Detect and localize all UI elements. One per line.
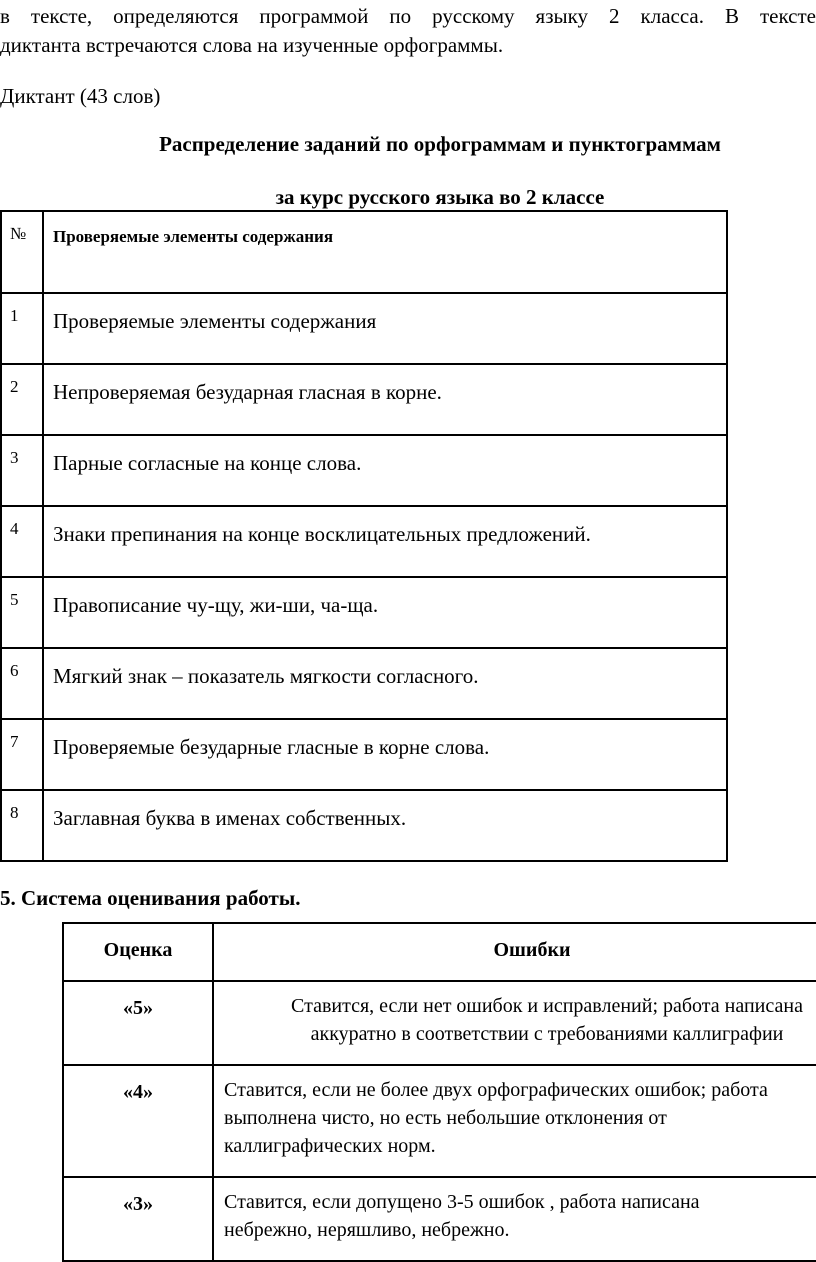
table-row [63,1177,816,1261]
row-text: Парные согласные на конце слова. [43,435,727,506]
table-row [1,435,727,506]
table-row [1,577,727,648]
table-row [1,293,727,364]
errors-line: каллиграфических норм. [224,1135,436,1157]
errors-line: Ставится, если допущено 3-5 ошибок , работа написана [224,1191,700,1213]
table-row [63,981,816,1065]
table-row [1,364,727,435]
header-content-cell: Проверяемые элементы содержания [43,211,727,293]
errors-line: Ставится, если не более двух орфографических ошибок; работа [224,1079,768,1101]
row-num: 8 [1,790,43,861]
section-title-line-2: за курс русского языка во 2 классе [275,185,605,209]
errors-line: выполнена чисто, но есть небольшие отклонения от [224,1107,667,1129]
grade-cell: «5» [63,981,213,1065]
errors-line: Ставится, если нет ошибок и исправлений; работа написана [291,995,803,1017]
row-num: 7 [1,719,43,790]
table-row [1,506,727,577]
table-row [1,790,727,861]
table-row [1,648,727,719]
grading-table [62,922,816,1262]
section-title-line-1: Распределение заданий по орфограммам и пунктограммам [159,132,721,156]
row-num: 3 [1,435,43,506]
intro-line-1: в тексте, определяются программой по русскому языку 2 класса. В тексте [0,4,816,28]
row-num: 5 [1,577,43,648]
dictation-label: Диктант (43 слов) [0,84,161,108]
header-grade-cell: Оценка [63,923,213,981]
row-num: 1 [1,293,43,364]
intro-paragraph [0,2,816,60]
grade-cell: «3» [63,1177,213,1261]
errors-cell [213,1177,816,1261]
elements-table-header [1,211,727,293]
row-text: Проверяемые безударные гласные в корне слова. [43,719,727,790]
errors-line: небрежно, неряшливо, небрежно. [224,1219,510,1241]
table-row [63,1065,816,1177]
elements-table [0,210,728,862]
row-text: Заглавная буква в именах собственных. [43,790,727,861]
header-errors-cell: Ошибки [213,923,816,981]
row-text: Мягкий знак – показатель мягкости согласного. [43,648,727,719]
errors-cell [213,981,816,1065]
intro-line-2: диктанта встречаются слова на изученные орфограммы. [0,33,504,57]
errors-cell [213,1065,816,1177]
row-num: 2 [1,364,43,435]
grade-cell: «4» [63,1065,213,1177]
row-num: 4 [1,506,43,577]
grading-table-header [63,923,816,981]
row-text: Непроверяемая безударная гласная в корне. [43,364,727,435]
row-text: Правописание чу-щу, жи-ши, ча-ща. [43,577,727,648]
row-text: Знаки препинания на конце восклицательных предложений. [43,506,727,577]
section-5-title: 5. Система оценивания работы. [0,886,301,910]
row-num: 6 [1,648,43,719]
table-row [1,719,727,790]
errors-line: аккуратно в соответствии с требованиями каллиграфии [310,1023,784,1045]
header-num-cell: № [1,211,43,293]
row-text: Проверяемые элементы содержания [43,293,727,364]
